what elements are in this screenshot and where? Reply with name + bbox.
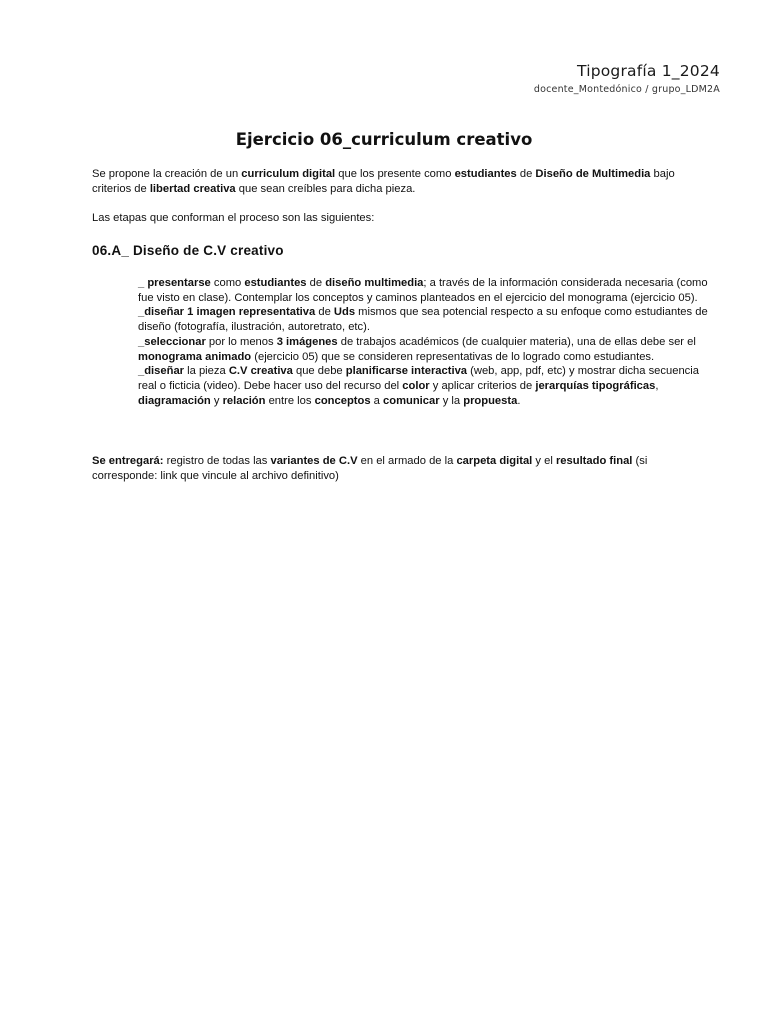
text-run: de [306, 277, 326, 289]
intro-paragraph [92, 167, 712, 196]
bold-text-run: curriculum digital [241, 168, 336, 180]
text-run: (web, app, pdf, etc) y mostrar dicha secuencia real o ficticia (video). Debe hacer uso del recurso del [138, 365, 699, 392]
bold-text-run: estudiantes [244, 277, 307, 289]
bold-text-run: libertad creativa [149, 182, 236, 195]
course-title: Tipografía 1_2024 [577, 62, 720, 80]
task-item-disenar-pieza [138, 364, 718, 408]
task-item-imagen [138, 305, 718, 334]
bold-text-run: Se entregará: [92, 455, 164, 467]
bold-text-run: estudiantes [454, 168, 517, 180]
stages-paragraph: Las etapas que conforman el proceso son las siguientes: [92, 212, 375, 224]
text-run: y el [532, 455, 556, 467]
bold-text-run: Uds [333, 306, 356, 319]
bold-text-run: _diseñar 1 imagen representativa [138, 306, 316, 319]
text-run: y [210, 394, 223, 407]
text-run: la pieza [184, 365, 229, 378]
bold-text-run: jerarquías tipográficas [535, 379, 656, 392]
text-run: que sean creíbles para dicha pieza. [235, 182, 416, 195]
exercise-title: Ejercicio 06_curriculum creativo [235, 130, 533, 149]
bold-text-run: carpeta digital [456, 455, 533, 467]
bold-text-run: Diseño de Multimedia [535, 168, 651, 180]
text-run: que debe [292, 365, 346, 378]
text-run: mismos que sea potencial respecto a su enfoque como estudiantes de diseño (fotografía, ilustración, autoretrato, etc). [138, 306, 708, 334]
bold-text-run: propuesta [463, 394, 518, 407]
text-run: en el armado de la [357, 455, 457, 467]
bold-text-run: relación [222, 394, 266, 407]
text-run: y la [439, 394, 464, 407]
bold-text-run: C.V creativa [228, 365, 293, 378]
text-run: de [516, 168, 536, 180]
text-run: de trabajos académicos (de cualquier materia), una de ellas debe ser el [337, 335, 696, 348]
text-run: entre los [265, 394, 315, 407]
bold-text-run: monograma animado [138, 350, 252, 363]
text-run: por lo menos [205, 335, 277, 348]
bold-text-run: diseño multimedia [325, 277, 424, 289]
course-subtitle: docente_Montedónico / grupo_LDM2A [533, 84, 720, 95]
section-prefix: 06.A_ [92, 243, 130, 258]
text-run: y aplicar criterios de [429, 379, 536, 392]
section-heading [92, 243, 284, 258]
text-run: como [210, 277, 245, 289]
bold-text-run: planificarse interactiva [345, 365, 468, 378]
text-run: . [517, 394, 521, 407]
text-run: (si corresponde: link que vincule al archivo definitivo) [92, 455, 648, 482]
bold-text-run: _ presentarse [138, 277, 211, 289]
section-label: Diseño de C.V creativo [129, 243, 284, 258]
bold-text-run: variantes de C.V [270, 455, 358, 467]
text-run: (ejercicio 05) que se consideren representativas de lo logrado como estudiantes. [251, 350, 655, 363]
text-run: a [370, 394, 384, 407]
course-header [534, 62, 720, 95]
bold-text-run: _diseñar [138, 365, 185, 378]
bold-text-run: 3 imágenes [276, 335, 338, 348]
task-item-seleccionar [138, 335, 718, 364]
text-run: registro de todas las [163, 455, 271, 467]
bold-text-run: resultado final [555, 455, 633, 467]
bold-text-run: conceptos [314, 394, 371, 407]
text-run: que los presente como [335, 168, 455, 180]
bold-text-run: _seleccionar [138, 335, 206, 348]
task-item-presentarse [138, 276, 718, 305]
text-run: ; a través de la información considerada necesaria (como fue visto en clase). Contemplar los conceptos y caminos planteados en el ejercicio del monograma (ejercicio 05). [138, 277, 708, 304]
text-run: de [315, 306, 334, 319]
bold-text-run: color [402, 379, 430, 392]
text-run: , [655, 379, 659, 392]
task-list [138, 276, 718, 408]
bold-text-run: comunicar [383, 394, 440, 407]
text-run: Se propone la creación de un [92, 168, 242, 180]
bold-text-run: diagramación [138, 394, 211, 407]
delivery-paragraph [92, 454, 712, 483]
text-run: bajo criterios de [92, 168, 675, 195]
